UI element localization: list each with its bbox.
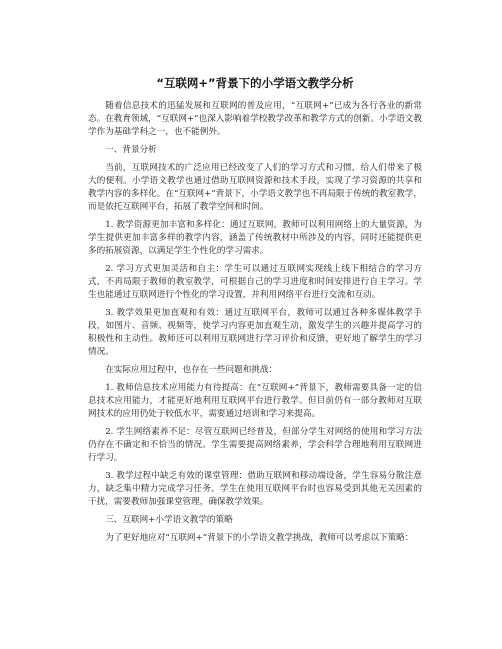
section-heading-strategy: 三、互联网+小学语文教学的策略 bbox=[105, 515, 233, 525]
strategy-intro: 为了更好地应对“互联网+”背景下的小学语文教学挑战，教师可以考虑以下策略： bbox=[105, 533, 414, 543]
intro-paragraph: 随着信息技术的迅猛发展和互联网的普及应用，“互联网+”已成为各行各业的新常态。在教育领域，“互联网+”也深入影响着学校教学改革和教学方式的创新。小学语文教学作为基础学科之一，也不能例外。 bbox=[88, 101, 422, 137]
background-paragraph: 当前，互联网技术的广泛应用已经改变了人们的学习方式和习惯，给人们带来了极大的便利。小学语文教学也通过借助互联网资源和技术手段，实现了学习资源的共享和教学内容的多样化。在“互联网+”背景下，小学语文教学也不再局限于传统的教室教学，而是依托互联网平台，拓展了教学空间和时间。 bbox=[88, 163, 422, 212]
advantage-item-2: 2. 学习方式更加灵活和自主：学生可以通过互联网实现线上线下相结合的学习方式，不再局限于教师的教室教学，可根据自己的学习进度和时间安排进行自主学习。学生也能通过互联网进行个性化的学习设置，并利用网络平台进行交流和互动。 bbox=[88, 264, 422, 300]
advantage-item-3: 3. 教学效果更加直观和有效：通过互联网平台，教师可以通过各种多媒体教学手段，如图片、音频、视频等，使学习内容更加直观生动，激发学生的兴趣并提高学习的积极性和主动性。教师还可以利用互联网进行学习评价和反馈，更好地了解学生的学习情况。 bbox=[88, 308, 422, 357]
challenges-intro: 在实际应用过程中，也存在一些问题和挑战： bbox=[105, 365, 278, 375]
document-title: “互联网+”背景下的小学语文教学分析 bbox=[156, 76, 354, 90]
challenge-item-3: 3. 教学过程中缺乏有效的课堂管理：借助互联网和移动端设备，学生容易分散注意力，缺乏集中精力完成学习任务。学生在使用互联网平台时也容易受到其他无关因素的干扰，需要教师加强课堂管理，确保教学效果。 bbox=[88, 471, 422, 507]
challenge-item-2: 2. 学生网络素养不足：尽管互联网已经普及，但部分学生对网络的使用和学习方法仍存在不确定和不恰当的情况。学生需要提高网络素养，学会科学合理地利用互联网进行学习。 bbox=[88, 427, 422, 463]
section-heading-background: 一、背景分析 bbox=[105, 145, 157, 155]
advantage-item-1: 1. 教学资源更加丰富和多样化：通过互联网，教师可以利用网络上的大量资源，为学生提供更加丰富多样的教学内容，涵盖了传统教材中所涉及的内容，同时还能提供更多的拓展资源，以满足学生个性化的学习需求。 bbox=[88, 220, 422, 256]
challenge-item-1: 1. 教师信息技术应用能力有待提高：在“互联网+”背景下，教师需要具备一定的信息技术应用能力，才能更好地利用互联网平台进行教学。但目前仍有一部分教师对互联网技术的应用仍处于较低水平，需要通过培训和学习来提高。 bbox=[88, 383, 422, 419]
